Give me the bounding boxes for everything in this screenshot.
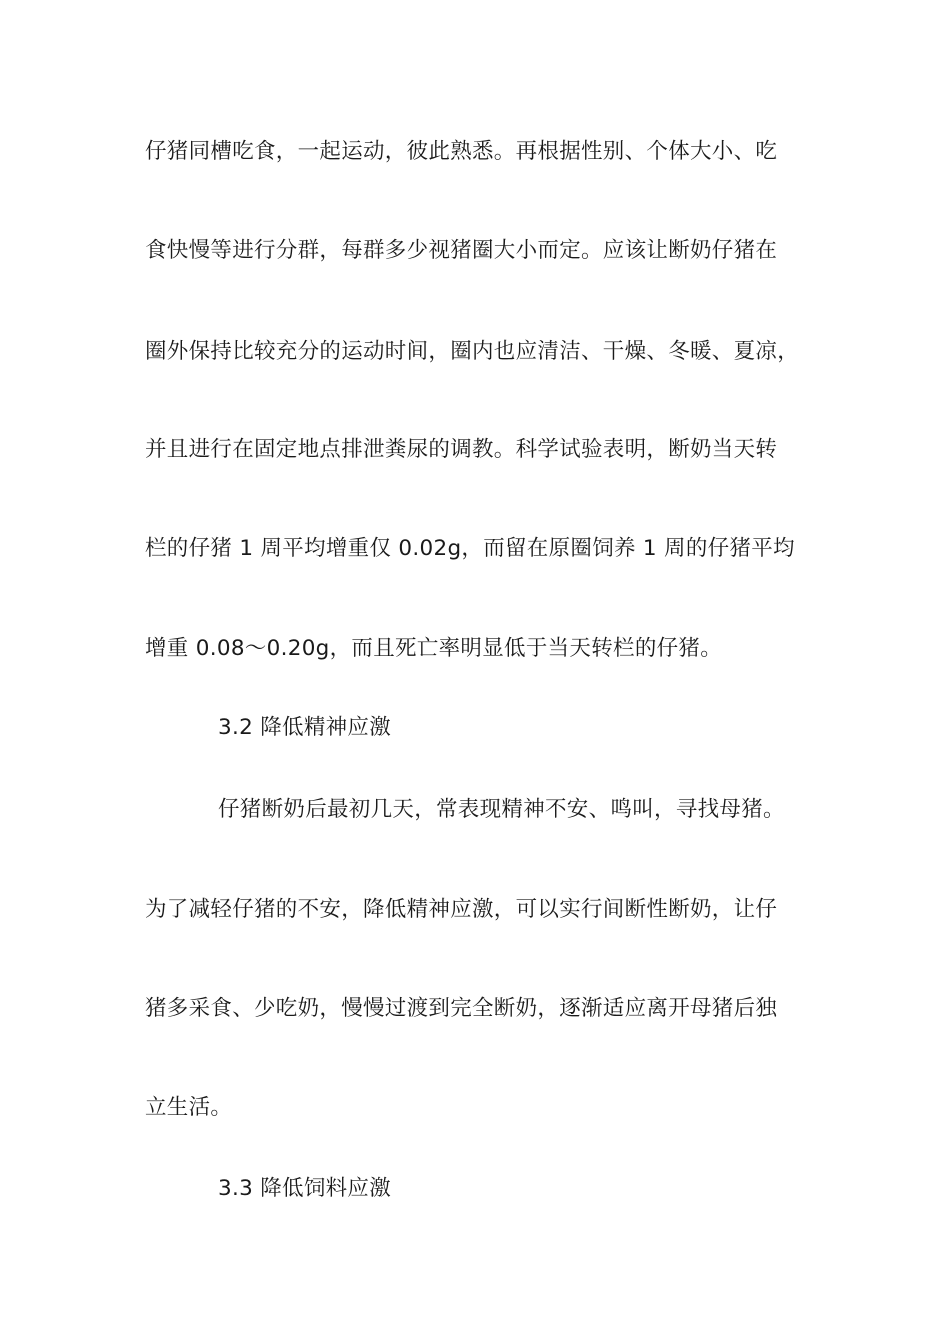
paragraph-line: 增重 0.08～0.20g，而且死亡率明显低于当天转栏的仔猪。 <box>145 636 723 661</box>
section-heading-3-2: 3.2 降低精神应激 <box>218 715 392 740</box>
paragraph-line: 仔猪同槽吃食，一起运动，彼此熟悉。再根据性别、个体大小、吃 <box>145 139 778 164</box>
paragraph-line: 栏的仔猪 1 周平均增重仅 0.02g，而留在原圈饲养 1 周的仔猪平均 <box>145 536 795 561</box>
paragraph-line: 立生活。 <box>145 1095 233 1120</box>
paragraph-line: 食快慢等进行分群，每群多少视猪圈大小而定。应该让断奶仔猪在 <box>145 238 778 263</box>
paragraph-line: 圈外保持比较充分的运动时间，圈内也应清洁、干燥、冬暖、夏凉， <box>145 339 800 364</box>
paragraph-line: 猪多采食、少吃奶，慢慢过渡到完全断奶，逐渐适应离开母猪后独 <box>145 996 778 1021</box>
paragraph-line: 为了减轻仔猪的不安，降低精神应激，可以实行间断性断奶，让仔 <box>145 897 778 922</box>
section-heading-3-3: 3.3 降低饲料应激 <box>218 1176 392 1201</box>
paragraph-line: 并且进行在固定地点排泄粪尿的调教。科学试验表明，断奶当天转 <box>145 437 778 462</box>
paragraph-line: 仔猪断奶后最初几天，常表现精神不安、鸣叫，寻找母猪。 <box>218 797 785 822</box>
